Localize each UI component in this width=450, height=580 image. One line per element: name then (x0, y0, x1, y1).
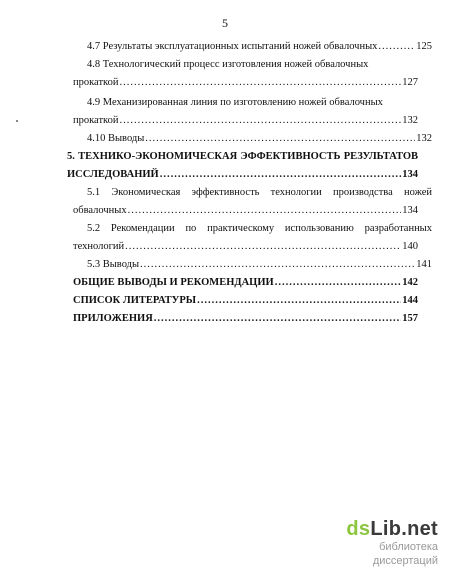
toc-entry-title: ОБЩИЕ ВЫВОДЫ И РЕКОМЕНДАЦИИ (73, 277, 274, 288)
toc-entry-4-7[interactable] (73, 40, 432, 54)
dot-leader (140, 258, 415, 272)
toc-entry-4-9-cont[interactable] (73, 114, 418, 128)
toc-entry-4-9[interactable] (73, 96, 432, 110)
dot-leader (125, 240, 401, 254)
toc-entry-title-cont: прокаткой (73, 77, 119, 88)
toc-entry-chapter-5[interactable] (67, 150, 418, 164)
toc-entry-conclusions[interactable] (73, 276, 418, 290)
toc-entry-title: ПРИЛОЖЕНИЯ (73, 313, 153, 324)
logo-part-ds: ds (346, 518, 371, 540)
dot-leader (145, 132, 415, 146)
toc-entry-title: 5.2 Рекомендации по практическому использованию разработанных (87, 223, 432, 234)
dslib-logo (318, 518, 438, 540)
toc-entry-appendices[interactable] (73, 312, 418, 326)
toc-entry-page: 141 (416, 259, 432, 270)
watermark (318, 518, 438, 568)
page-number: 5 (222, 16, 228, 30)
toc-entry-page: 132 (416, 133, 432, 144)
toc-entry-page: 142 (402, 277, 418, 288)
toc-entry-title: 4.7 Результаты эксплуатационных испытаний ножей обвалочных (87, 41, 378, 52)
dot-leader (128, 204, 402, 218)
toc-entry-title: 5.1 Экономическая эффективность технологии производства ножей (87, 187, 432, 198)
dot-leader (275, 276, 402, 290)
logo-part-lib: Lib (370, 518, 402, 540)
toc-entry-page: 125 (416, 41, 432, 52)
toc-entry-page: 157 (402, 313, 418, 324)
dot-leader (119, 114, 401, 128)
toc-entry-page: 132 (402, 115, 418, 126)
toc-entry-page: 127 (402, 77, 418, 88)
toc-entry-4-10[interactable] (73, 132, 432, 146)
toc-entry-page: 144 (402, 295, 418, 306)
toc-entry-chapter-5-cont[interactable] (67, 168, 418, 182)
toc-entry-4-8-cont[interactable] (73, 76, 418, 90)
toc-entry-title: 5.3 Выводы (87, 259, 140, 270)
toc-entry-5-2[interactable] (73, 222, 432, 236)
toc-entry-title: 5. ТЕХНИКО-ЭКОНОМИЧЕСКАЯ ЭФФЕКТИВНОСТЬ РЕЗУЛЬТАТОВ (67, 151, 418, 162)
dot-leader (160, 168, 402, 182)
toc-entry-page: 134 (402, 205, 418, 216)
toc-entry-title-cont: технологий (73, 241, 125, 252)
toc-entry-5-1[interactable] (73, 186, 432, 200)
toc-entry-title: СПИСОК ЛИТЕРАТУРЫ (73, 295, 197, 306)
toc-entry-title: 4.8 Технологический процесс изготовления ножей обвалочных (87, 59, 369, 70)
dot-leader (378, 40, 415, 54)
toc-entry-page: 140 (402, 241, 418, 252)
margin-mark (16, 120, 18, 122)
dot-leader (197, 294, 401, 308)
logo-part-net: .net (401, 518, 438, 540)
toc-entry-5-2-cont[interactable] (73, 240, 418, 254)
toc-entry-5-1-cont[interactable] (73, 204, 418, 218)
toc-entry-5-3[interactable] (73, 258, 432, 272)
toc-entry-title-cont: обвалочных (73, 205, 127, 216)
toc-entry-title: 4.10 Выводы (87, 133, 145, 144)
toc-entry-title-cont: ИССЛЕДОВАНИЙ (67, 169, 159, 180)
watermark-subtitle: библиотека диссертаций (372, 541, 438, 567)
toc-entry-title-cont: прокаткой (73, 115, 119, 126)
dot-leader (119, 76, 401, 90)
toc-entry-page: 134 (402, 169, 418, 180)
toc-entry-literature[interactable] (73, 294, 418, 308)
toc-entry-4-8[interactable] (73, 58, 432, 72)
toc-entry-title: 4.9 Механизированная линия по изготовлению ножей обвалочных (87, 97, 383, 108)
dot-leader (154, 312, 401, 326)
